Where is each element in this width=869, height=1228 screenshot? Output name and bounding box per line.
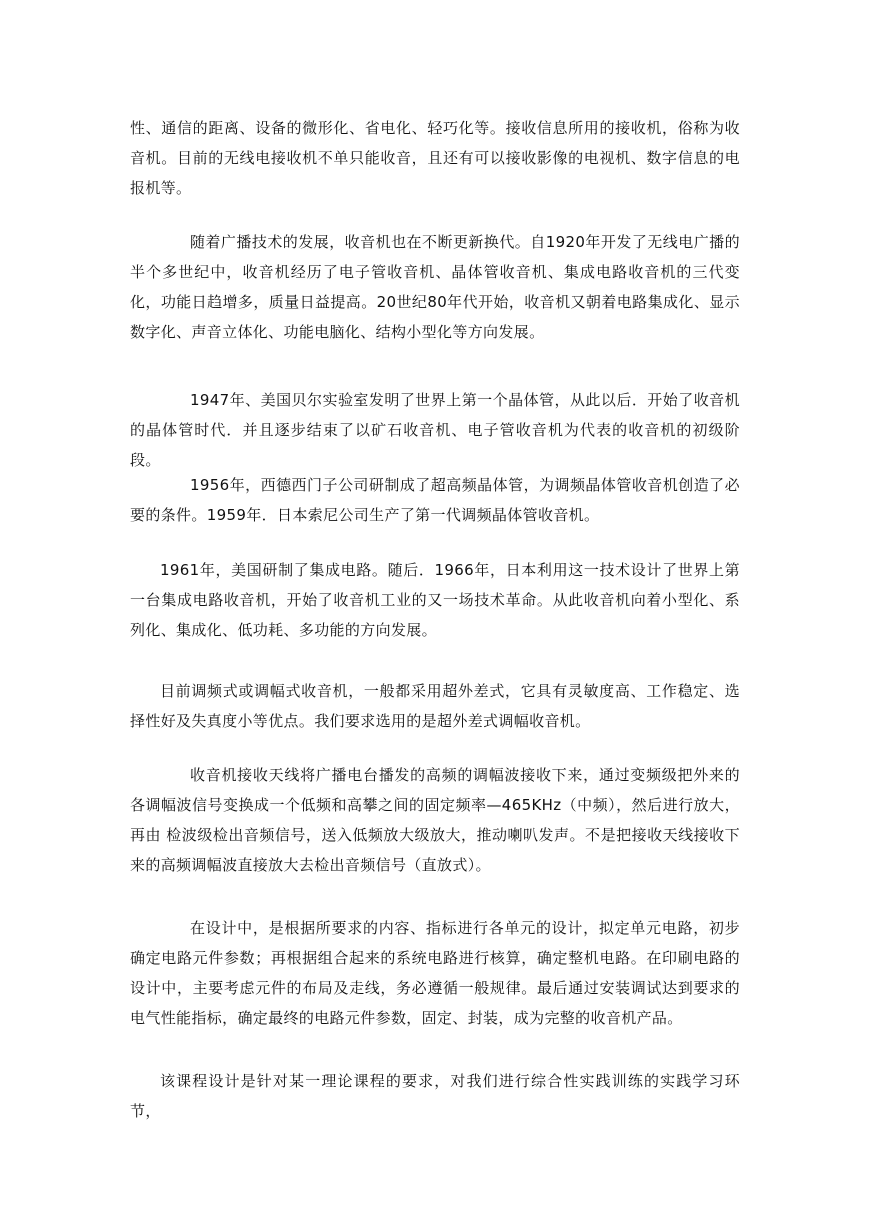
paragraph-1: 性、通信的距离、设备的微形化、省电化、轻巧化等。接收信息所用的接收机，俗称为收音机。目前的无线电接收机不单只能收音，且还有可以接收影像的电视机、数字信息的电报机等。 (130, 119, 740, 197)
paragraph-7: 收音机接收天线将广播电台播发的高频的调幅波接收下来，通过变频级把外来的各调幅波信号变换成一个低频和高攀之间的固定频率—465KHz（中频），然后进行放大，再由 检波级检出音频信号，送入低频放大级放大，推动喇叭发声。不是把接收天线接收下来的高频调幅波直接放大去检出音频信号（直放式）。 (130, 766, 740, 874)
paragraph-4: 1956年，西德西门子公司研制成了超高频晶体管，为调频晶体管收音机创造了必要的条件。1959年．日本索尼公司生产了第一代调频晶体管收音机。 (130, 476, 740, 524)
paragraph-3: 1947年、美国贝尔实验室发明了世界上第一个晶体管，从此以后．开始了收音机的晶体管时代．并且逐步结束了以矿石收音机、电子管收音机为代表的收音机的初级阶段。 (130, 391, 740, 469)
paragraph-6: 目前调频式或调幅式收音机，一般都采用超外差式，它具有灵敏度高、工作稳定、选择性好及失真度小等优点。我们要求选用的是超外差式调幅收音机。 (130, 682, 740, 730)
paragraph-8: 在设计中，是根据所要求的内容、指标进行各单元的设计，拟定单元电路，初步确定电路元件参数；再根据组合起来的系统电路进行核算，确定整机电路。在印刷电路的设计中，主要考虑元件的布局及走线，务必遵循一般规律。最后通过安装调试达到要求的电气性能指标，确定最终的电路元件参数，固定、封装，成为完整的收音机产品。 (130, 919, 740, 1027)
paragraph-9: 该课程设计是针对某一理论课程的要求，对我们进行综合性实践训练的实践学习环节， (130, 1072, 740, 1120)
paragraph-2: 随着广播技术的发展，收音机也在不断更新换代。自1920年开发了无线电广播的半个多世纪中，收音机经历了电子管收音机、晶体管收音机、集成电路收音机的三代变化，功能日趋增多，质量日益提高。20世纪80年代开始，收音机又朝着电路集成化、显示数字化、声音立体化、功能电脑化、结构小型化等方向发展。 (130, 233, 740, 341)
paragraph-5: 1961年，美国研制了集成电路。随后．1966年，日本利用这一技术设计了世界上第一台集成电路收音机，开始了收音机工业的又一场技术革命。从此收音机向着小型化、系列化、集成化、低功耗、多功能的方向发展。 (130, 561, 740, 639)
